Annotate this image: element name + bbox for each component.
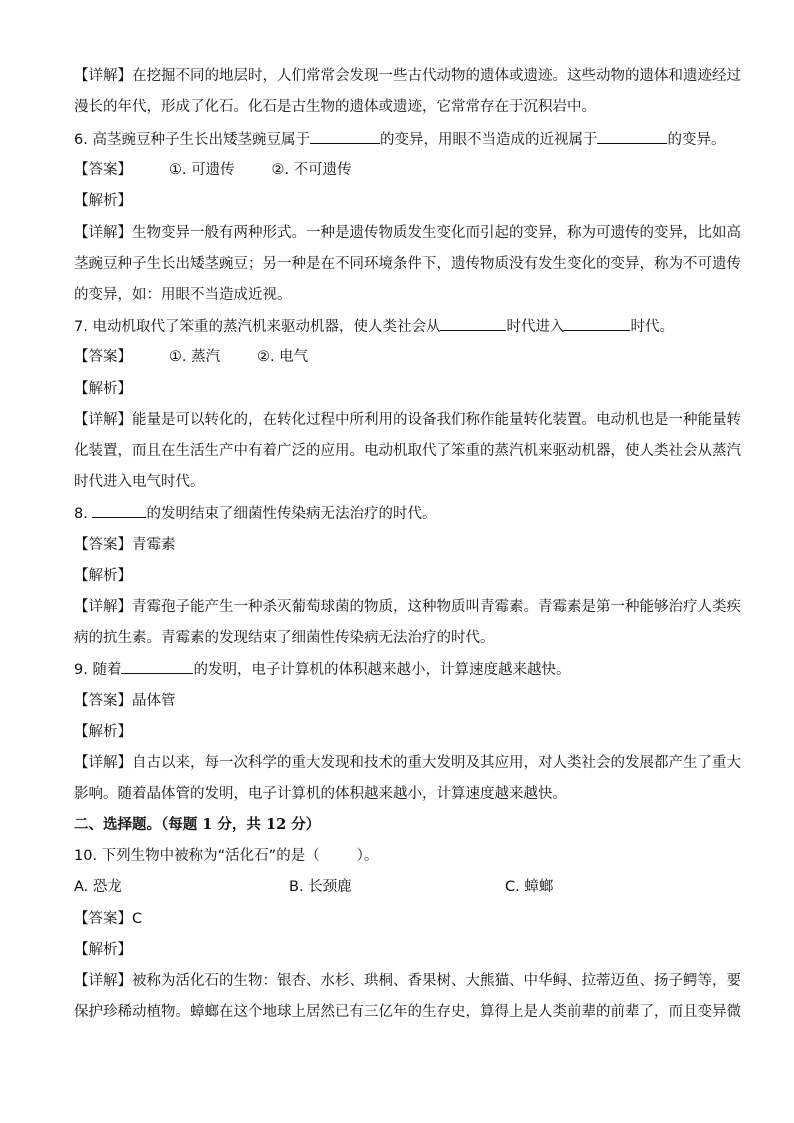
analysis-label: 【解析】 <box>74 724 132 740</box>
question-6 <box>74 129 725 150</box>
explanation-line: 【详解】青霉孢子能产生一种杀灭葡萄球菌的物质，这种物质叫青霉素。青霉素是第一种能够治疗人类疾 <box>74 599 741 615</box>
section-heading: 二、选择题。（每题 1 分，共 12 分） <box>74 816 321 833</box>
explanation-line: 影响。随着晶体管的发明，电子计算机的体积越来越小，计算速度越来越快。 <box>74 786 567 802</box>
question-text: 时代。 <box>630 319 674 335</box>
question-text: 6. 高茎豌豆种子生长出矮茎豌豆属于 <box>74 132 310 148</box>
answer-blank <box>440 316 506 331</box>
answer-blank <box>92 503 146 518</box>
explanation-line: 茎豌豆种子生长出矮茎豌豆；另一种是在不同环境条件下，遗传物质没有发生变化的变异，称为不可遗传 <box>74 256 741 272</box>
question-text: 9. 随着 <box>74 662 122 678</box>
question-text: 的变异。 <box>667 132 726 148</box>
explanation-line: 时代进入电气时代。 <box>74 474 205 490</box>
analysis-label: 【解析】 <box>74 568 132 584</box>
option-c: C. 蟑螂 <box>505 879 554 895</box>
explanation-line: 病的抗生素。青霉素的发现结束了细菌性传染病无法治疗的时代。 <box>74 630 495 646</box>
explanation-line: 【详解】被称为活化石的生物：银杏、水杉、珙桐、香果树、大熊猫、中华鲟、拉蒂迈鱼、扬子鳄等，要 <box>74 973 741 989</box>
answer-line: 【答案】 ①. 蒸汽 ②. 电气 <box>74 349 309 365</box>
explanation-line: 漫长的年代，形成了化石。化石是古生物的遗体或遗迹，它常常存在于沉积岩中。 <box>74 99 596 115</box>
question-text: 时代进入 <box>506 319 565 335</box>
analysis-label: 【解析】 <box>74 381 132 397</box>
option-a: A. 恐龙 <box>74 879 122 895</box>
question-10: 10. 下列生物中被称为“活化石”的是（ ）。 <box>74 848 379 864</box>
question-7 <box>74 316 674 337</box>
question-text: 的变异，用眼不当造成的近视属于 <box>379 132 598 148</box>
answer-blank <box>310 129 380 144</box>
answer-line: 【答案】晶体管 <box>74 693 176 709</box>
explanation-line: 保护珍稀动植物。蟑螂在这个地球上居然已有三亿年的生存史，算得上是人类前辈的前辈了，而且变异微 <box>74 1004 741 1020</box>
explanation-line: 【详解】能量是可以转化的，在转化过程中所利用的设备我们称作能量转化装置。电动机也是一种能量转 <box>74 412 741 428</box>
question-text: 的发明，电子计算机的体积越来越小，计算速度越来越快。 <box>193 662 571 678</box>
question-9 <box>74 659 570 680</box>
analysis-label: 【解析】 <box>74 942 132 958</box>
answer-blank <box>121 659 193 674</box>
answer-blank <box>564 316 630 331</box>
question-text: 的发明结束了细菌性传染病无法治疗的时代。 <box>146 506 437 522</box>
answer-blank <box>597 129 667 144</box>
answer-line: 【答案】青霉素 <box>74 537 176 553</box>
explanation-line: 【详解】自古以来，每一次科学的重大发现和技术的重大发明及其应用，对人类社会的发展都产生了重大 <box>74 755 741 771</box>
question-text: 8. <box>74 506 93 522</box>
explanation-line: 的变异，如：用眼不当造成近视。 <box>74 287 292 303</box>
explanation-line: 化装置，而且在生活生产中有着广泛的应用。电动机取代了笨重的蒸汽机来驱动机器，使人类社会从蒸汽 <box>74 443 741 459</box>
answer-line: 【答案】C <box>74 911 143 927</box>
explanation-line: 【详解】生物变异一般有两种形式。一种是遗传物质发生变化而引起的变异，称为可遗传的变异，比如高 <box>74 225 741 241</box>
question-8 <box>74 503 436 524</box>
answer-line: 【答案】 ①. 可遗传 ②. 不可遗传 <box>74 162 352 178</box>
explanation-line: 【详解】在挖掘不同的地层时，人们常常会发现一些古代动物的遗体或遗迹。这些动物的遗体和遗迹经过 <box>74 68 741 84</box>
analysis-label: 【解析】 <box>74 193 132 209</box>
option-b: B. 长颈鹿 <box>289 879 352 895</box>
question-text: 7. 电动机取代了笨重的蒸汽机来驱动机器，使人类社会从 <box>74 319 441 335</box>
